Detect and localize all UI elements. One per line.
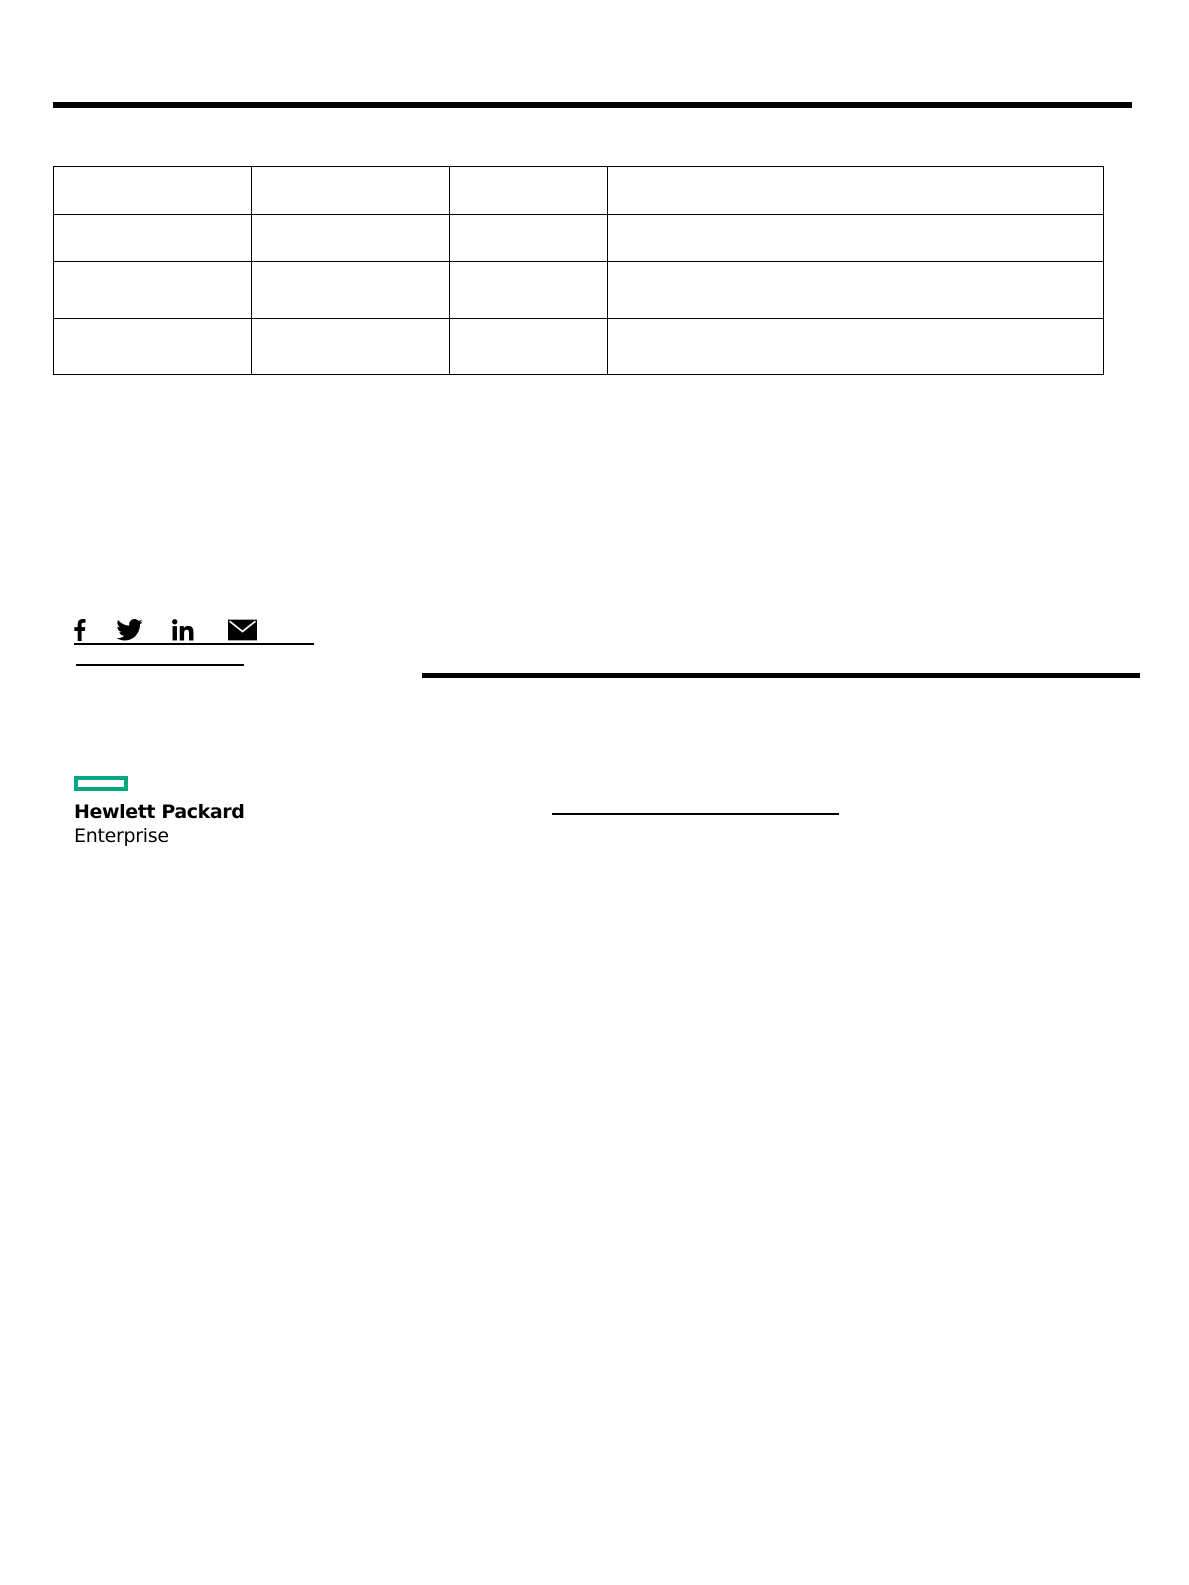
header-rule xyxy=(53,102,1132,108)
share-link-underline xyxy=(76,664,244,666)
table-cell xyxy=(608,319,1104,375)
table-row xyxy=(54,319,1104,375)
email-icon[interactable] xyxy=(228,619,257,641)
table-cell xyxy=(608,215,1104,262)
footer-rule xyxy=(422,673,1140,678)
table-cell xyxy=(608,167,1104,215)
table-cell xyxy=(252,262,450,319)
table-cell xyxy=(54,167,252,215)
logo-text-line1: Hewlett Packard xyxy=(74,801,245,823)
table-cell xyxy=(450,319,608,375)
table-cell xyxy=(450,215,608,262)
facebook-icon[interactable] xyxy=(74,619,86,641)
footer-link-underline[interactable] xyxy=(552,813,839,815)
logo-text-line2: Enterprise xyxy=(74,825,169,847)
table-row xyxy=(54,262,1104,319)
table-cell xyxy=(450,167,608,215)
table-cell xyxy=(450,262,608,319)
table-cell xyxy=(54,215,252,262)
table-row xyxy=(54,215,1104,262)
twitter-icon[interactable] xyxy=(116,619,143,641)
social-links-underline xyxy=(74,643,314,645)
table-cell xyxy=(252,319,450,375)
table-cell xyxy=(252,167,450,215)
social-share-bar xyxy=(74,619,314,643)
hpe-logo xyxy=(74,776,264,856)
linkedin-icon[interactable] xyxy=(172,619,194,641)
logo-bar-icon xyxy=(74,776,128,791)
spec-table xyxy=(53,166,1104,375)
table-cell xyxy=(54,319,252,375)
table-cell xyxy=(54,262,252,319)
table-cell xyxy=(608,262,1104,319)
table-row xyxy=(54,167,1104,215)
table-cell xyxy=(252,215,450,262)
